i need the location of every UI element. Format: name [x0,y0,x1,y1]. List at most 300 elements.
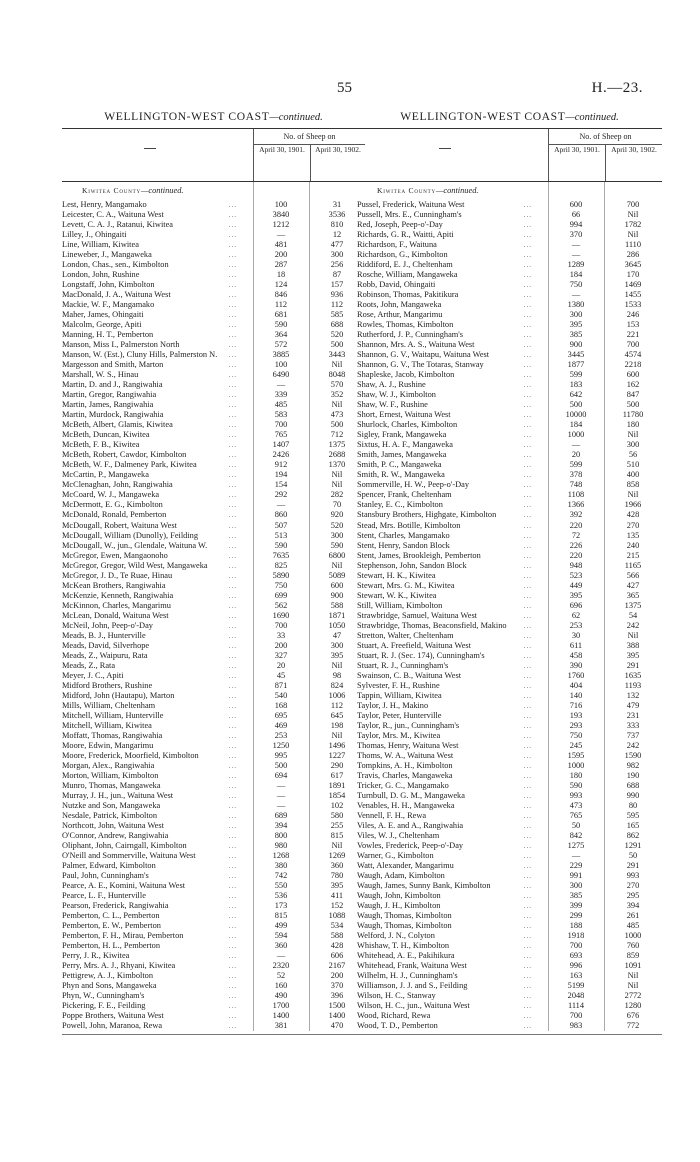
sheep-1902: 780 [330,871,344,881]
owner-name: Robb, David, Ohingaiti ... [357,280,532,290]
sheep-1901: 846 [274,290,288,300]
table-row [357,701,662,711]
sheep-1902: 200 [330,971,344,981]
sheep-1902: 760 [626,941,640,951]
sheep-1901: 10000 [565,410,587,420]
sheep-1902: 3536 [328,210,346,220]
table-row [62,821,365,831]
sheep-1902: 270 [626,881,640,891]
sheep-1901: 599 [569,460,583,470]
sheep-1902: 411 [330,891,344,901]
sheep-1901: 695 [274,710,288,720]
sheep-1902: 858 [626,480,640,490]
table-row [62,651,365,661]
table-row [357,350,662,360]
sheep-1901: 18 [276,270,286,280]
owner-name: Swainson, C. B., Waituna West ... [357,670,532,680]
sheep-1901: 469 [274,720,288,730]
owner-name: Stead, Mrs. Botille, Kimbolton ... [357,520,532,530]
sheep-1902: 1966 [624,500,642,510]
sheep-1901: 3840 [272,210,290,220]
owner-name: Morgan, Alex., Rangiwahia ... [62,760,237,770]
sheep-1902: Nil [627,630,639,640]
owner-name: Waugh, Thomas, Kimbolton ... [357,921,532,931]
sheep-1902: 2772 [624,991,642,1001]
sheep-1901: 765 [274,430,288,440]
owner-name: Stanley, E. C., Kimbolton ... [357,500,532,510]
sheep-1902: 1110 [624,240,642,250]
sheep-1901: 140 [569,690,583,700]
table-row [62,390,365,400]
owner-name: Williamson, J. J. and S., Feilding ... [357,981,532,991]
sheep-1902: 1400 [328,1011,346,1021]
owner-name: Mackie, W. F., Mangamako ... [62,300,237,310]
table-row [62,711,365,721]
owner-name: Pussel, Frederick, Waituna West ... [357,200,532,209]
sheep-1902: 11780 [622,410,644,420]
sheep-1901: 800 [274,830,288,840]
sheep-1901: 200 [274,640,288,650]
table-row [357,290,662,300]
table-row [357,370,662,380]
sheep-1902: 300 [330,250,344,260]
table-row [62,450,365,460]
sheep-1901: 300 [569,881,583,891]
sheep-1901: 1268 [272,851,290,861]
owner-name: Moore, Frederick, Moorfield, Kimbolton ... [62,750,237,760]
owner-name: Wood, Richard, Rewa ... [357,1011,532,1021]
table-row [357,571,662,581]
sheep-1902: 1375 [328,440,346,450]
sheep-1902: 8048 [328,370,346,380]
table-row [357,621,662,631]
owner-name: MacDonald, J. A., Waituna West ... [62,290,237,300]
table-row [357,340,662,350]
sheep-1901: 392 [569,510,583,520]
table-row [62,220,365,230]
sheep-1902: 600 [626,370,640,380]
owner-name: Lest, Henry, Mangamako ... [62,200,237,209]
sheep-1901: 590 [569,780,583,790]
sheep-1902: 56 [628,450,638,460]
sheep-1902: 395 [330,881,344,891]
table-row [357,871,662,881]
table-row [62,290,365,300]
owner-name: Stuart, R. J. (Sec. 174), Cunningham's ... [357,650,532,660]
page-number: 55 [337,80,352,96]
owner-name: Pearce, L. F., Hunterville ... [62,891,237,901]
owner-name: Rowles, Thomas, Kimbolton ... [357,320,532,330]
table-row [62,871,365,881]
sheep-1901: 378 [569,470,583,480]
table-row [62,981,365,991]
table-row [357,521,662,531]
sheep-1902: 1193 [624,680,642,690]
owner-name: Welford, J. N., Colyton ... [357,931,532,941]
owner-name: Robinson, Thomas, Pakitikura ... [357,290,532,300]
sheep-1901: — [276,780,286,790]
sheep-1901: 253 [274,730,288,740]
owner-name: Waugh, Thomas, Kimbolton ... [357,911,532,921]
owner-name: London, Chas., sen., Kimbolton ... [62,260,237,270]
table-row [357,531,662,541]
sheep-1902: Nil [331,480,343,490]
owner-name: McDougall, W., jun., Glendale, Waituna W. ... [62,540,237,550]
owner-name: Pettigrew, A. J., Kimbolton ... [62,971,237,981]
table-row [62,691,365,701]
sheep-1902: 6800 [328,550,346,560]
owner-name: Lineweber, J., Mangaweka ... [62,250,237,260]
owner-name: Wilhelm, H. J., Cunningham's ... [357,971,532,981]
table-row [62,611,365,621]
table-row [357,541,662,551]
sheep-1902: 54 [628,610,638,620]
table-row [357,250,662,260]
sheep-1902: 688 [330,320,344,330]
table-header [357,128,662,182]
sheep-1901: — [276,230,286,240]
owner-name: Shannon, G. V., The Totaras, Stanway ... [357,360,532,370]
owner-name: Malcolm, George, Apiti ... [62,320,237,330]
sheep-1902: 282 [330,490,344,500]
sheep-1901: 2320 [272,961,290,971]
table-row [357,470,662,480]
table-row [62,470,365,480]
sheep-1901: 1000 [567,430,585,440]
owner-name: Richards, G. R., Waitti, Apiti ... [357,230,532,240]
sheep-1901: 499 [274,921,288,931]
table-row [62,440,365,450]
sheep-1901: 1289 [567,260,585,270]
table-row [62,931,365,941]
owner-name: Stansbury Brothers, Highgate, Kimbolton ... [357,510,532,520]
sheep-1901: 449 [569,580,583,590]
table-row [62,521,365,531]
sheep-1901: 694 [274,770,288,780]
table-row [62,831,365,841]
sheep-1901: 860 [274,510,288,520]
sheep-1901: 385 [569,330,583,340]
table-row [357,881,662,891]
sheep-1902: 810 [330,220,344,230]
sheep-1901: 5199 [567,981,585,991]
sheep-1901: 404 [569,680,583,690]
sheep-1902: 688 [626,780,640,790]
sheep-1901: 500 [569,400,583,410]
header-dash [144,148,156,149]
sheep-1902: 231 [626,710,640,720]
sheep-1901: 220 [569,520,583,530]
owner-name: Stuart, R. J., Cunningham's ... [357,660,532,670]
sheep-1902: 365 [626,590,640,600]
sheep-1902: 112 [330,700,344,710]
sheep-1902: 47 [332,630,342,640]
owner-name: Mitchell, William, Hunterville ... [62,710,237,720]
sheep-1901: 1250 [272,740,290,750]
sheep-1902: 1533 [624,300,642,310]
owner-name: Meads, Z., Rata ... [62,660,237,670]
sheep-1901: 124 [274,280,288,290]
owner-name: McBeth, F. B., Kiwitea ... [62,440,237,450]
owner-name: Sylvester, F. H., Rushine ... [357,680,532,690]
sheep-1902: Nil [627,430,639,440]
sheep-1901: 380 [274,861,288,871]
table-row [357,761,662,771]
table-row [62,460,365,470]
sheep-1902: 534 [330,921,344,931]
table-row [62,891,365,901]
sheep-1902: 87 [332,270,342,280]
owner-name: Morton, William, Kimbolton ... [62,770,237,780]
table-row [357,460,662,470]
sheep-1902: 395 [626,650,640,660]
table-row [62,641,365,651]
sheep-1902: 5089 [328,570,346,580]
table-row [357,891,662,901]
table-row [62,280,365,290]
sheep-1902: 1269 [328,851,346,861]
owner-name: McGregor, J. D., Te Ruae, Hinau ... [62,570,237,580]
sheep-1902: 2218 [624,360,642,370]
table-row [357,260,662,270]
table-row [357,661,662,671]
sheep-1902: 400 [626,470,640,480]
sheep-1901: 154 [274,480,288,490]
sheep-1902: Nil [331,841,343,850]
sheep-1902: Nil [331,730,343,740]
sheep-1901: 590 [274,540,288,550]
sheep-1901: 1407 [272,440,290,450]
owner-name: McNeil, John, Peep-o'-Day ... [62,620,237,630]
table-row [357,240,662,250]
sheep-1902: 295 [626,891,640,901]
owner-name: Vowles, Frederick, Peep-o'-Day ... [357,841,532,850]
sheep-1901: 748 [569,480,583,490]
table-row [62,811,365,821]
owner-name: Shapleske, Jacob, Kimbolton ... [357,370,532,380]
sheep-1901: 642 [569,390,583,400]
table-row [357,671,662,681]
table-row [357,420,662,430]
sheep-1901: 696 [569,600,583,610]
sheep-1902: 712 [330,430,344,440]
header-col-1902: April 30, 1902. [310,145,365,181]
table-row [62,300,365,310]
owner-name: Poppe Brothers, Waituna West ... [62,1011,237,1021]
sheep-1901: 700 [274,420,288,430]
table-row [357,741,662,751]
sheep-1902: 300 [330,530,344,540]
owner-name: Midford, John (Hautapu), Marton ... [62,690,237,700]
sheep-1901: 481 [274,240,288,250]
owner-name: Wilson, H. C., Stanway ... [357,991,532,1001]
sheep-1902: 360 [330,861,344,871]
sheep-1902: 261 [626,911,640,921]
table-row [357,440,662,450]
sheep-1902: 588 [330,931,344,941]
sheep-1902: 473 [330,410,344,420]
owner-name: Sommerville, H. W., Peep-o'-Day ... [357,480,532,490]
table-row [62,480,365,490]
sheep-1902: 1291 [624,841,642,850]
sheep-1902: 862 [626,830,640,840]
owner-name: Waugh, Adam, Kimbolton ... [357,871,532,881]
sheep-1901: — [571,851,581,861]
owner-name: Phyn, W., Cunningham's ... [62,991,237,1001]
owner-name: Smith, R. W., Mangaweka ... [357,470,532,480]
sheep-1901: 991 [569,871,583,881]
owner-name: Tricker, G. C., Mangamako ... [357,780,532,790]
sheep-1902: 700 [626,340,640,350]
table-row [357,931,662,941]
sheep-1902: Nil [627,230,639,240]
owner-name: McClenaghan, John, Rangiwahia ... [62,480,237,490]
table-row [357,220,662,230]
owner-name: Nesdale, Patrick, Kimbolton ... [62,810,237,820]
table-row [357,801,662,811]
owner-name: Watt, Alexander, Mangarimu ... [357,861,532,871]
sheep-1901: 700 [569,1011,583,1021]
sheep-1901: 299 [569,911,583,921]
sheep-1901: 980 [274,841,288,850]
table-row [357,200,662,210]
sheep-1902: 290 [330,760,344,770]
sheep-1901: 66 [571,210,581,220]
sheep-1901: — [276,790,286,800]
owner-name: Smith, P. C., Mangaweka ... [357,460,532,470]
sheep-1902: 1496 [328,740,346,750]
owner-name: Stewart, H. K., Kiwitea ... [357,570,532,580]
table-row [357,360,662,370]
sheep-1901: 163 [569,971,583,981]
sheep-1901: 3885 [272,350,290,360]
sheep-1901: — [276,951,286,961]
table-row [357,410,662,420]
owner-name: Shannon, G. V., Waitapu, Waituna West ... [357,350,532,360]
owner-name: Tompkins, A. H., Kimbolton ... [357,760,532,770]
sheep-1902: 1000 [624,931,642,941]
table-row [357,400,662,410]
sheep-1902: 485 [626,921,640,931]
table-row [357,771,662,781]
sheep-1901: 458 [569,650,583,660]
sheep-1901: 385 [569,891,583,901]
sheep-1902: 606 [330,951,344,961]
owner-name: Short, Ernest, Waituna West ... [357,410,532,420]
sheep-1902: 585 [330,310,344,320]
owner-name: Pussell, Mrs. E., Cunningham's ... [357,210,532,220]
sheep-1902: 600 [330,580,344,590]
sheep-1902: 990 [626,790,640,800]
owner-name: Stewart, W. K., Kiwitea ... [357,590,532,600]
sheep-1902: 240 [626,540,640,550]
owner-name: Stuart, A. Freefield, Waituna West ... [357,640,532,650]
sheep-1902: 1050 [328,620,346,630]
owner-name: Shaw, W. J., Kimbolton ... [357,390,532,400]
sheep-1901: 700 [569,941,583,951]
owner-name: Stent, Henry, Sandon Block ... [357,540,532,550]
sheep-1902: 246 [626,310,640,320]
sheep-1902: 479 [626,700,640,710]
table-row [62,601,365,611]
owner-name: Riddiford, E. J., Cheltenham ... [357,260,532,270]
sheep-1902: Nil [331,400,343,410]
sheep-1901: 599 [569,370,583,380]
sheep-1901: 390 [569,660,583,670]
sheep-1902: 900 [330,590,344,600]
sheep-1902: 255 [330,820,344,830]
table-row [357,280,662,290]
owner-name: McKenzie, Kenneth, Rangiwahia ... [62,590,237,600]
table-row [62,420,365,430]
sheep-1902: 1091 [624,961,642,971]
table-row [357,921,662,931]
sheep-1901: 188 [569,921,583,931]
owner-name: Stent, Charles, Mangamako ... [357,530,532,540]
table-row [62,621,365,631]
document-reference: H.—23. [591,80,643,96]
table-row [62,851,365,861]
sheep-1902: Nil [331,560,343,570]
sheep-1902: 500 [330,340,344,350]
sheep-1902: 1280 [624,1001,642,1011]
owner-name: Meyer, J. C., Apiti ... [62,670,237,680]
table-row [357,380,662,390]
owner-name: Tappin, William, Kiwitea ... [357,690,532,700]
sheep-1901: 293 [569,720,583,730]
owner-name: Red, Joseph, Peep-o'-Day ... [357,220,532,230]
owner-name: Pemberton, F. H., Mirau, Pemberton ... [62,931,237,941]
sheep-1902: 1891 [328,780,346,790]
sheep-1902: 428 [330,941,344,951]
sheep-1901: 523 [569,570,583,580]
sheep-1902: 352 [330,390,344,400]
sheep-1902: 270 [626,520,640,530]
owner-name: Warner, G., Kimbolton ... [357,851,532,861]
sheep-1901: — [276,500,286,510]
sheep-1902: 242 [626,740,640,750]
sheep-1902: 590 [330,540,344,550]
table-row [357,320,662,330]
table-row [62,541,365,551]
table-row [62,350,365,360]
table-row [62,671,365,681]
owner-name: McKinnon, Charles, Mangarimu ... [62,600,237,610]
header-col-1902: April 30, 1902. [605,145,662,181]
owner-name: Martin, James, Rangiwahia ... [62,400,237,410]
table-row [62,370,365,380]
sheep-1901: 699 [274,590,288,600]
owner-name: Leicester, C. A., Waituna West ... [62,210,237,220]
owner-name: Palmer, Edward, Kimbolton ... [62,861,237,871]
table-row [357,551,662,561]
sheep-1901: 253 [569,620,583,630]
sheep-1901: 1366 [567,500,585,510]
sheep-1901: 112 [274,300,288,310]
table-row [357,791,662,801]
sheep-1901: 871 [274,680,288,690]
sheep-1901: 1918 [567,931,585,941]
sheep-1902: 427 [626,580,640,590]
sheep-1902: 500 [626,400,640,410]
owner-name: McKean Brothers, Rangiwahia ... [62,580,237,590]
sheep-1901: 395 [569,590,583,600]
table-row [357,310,662,320]
sheep-1902: 98 [332,670,342,680]
table-row [62,991,365,1001]
sheep-1902: 198 [330,720,344,730]
sheep-1901: 572 [274,340,288,350]
